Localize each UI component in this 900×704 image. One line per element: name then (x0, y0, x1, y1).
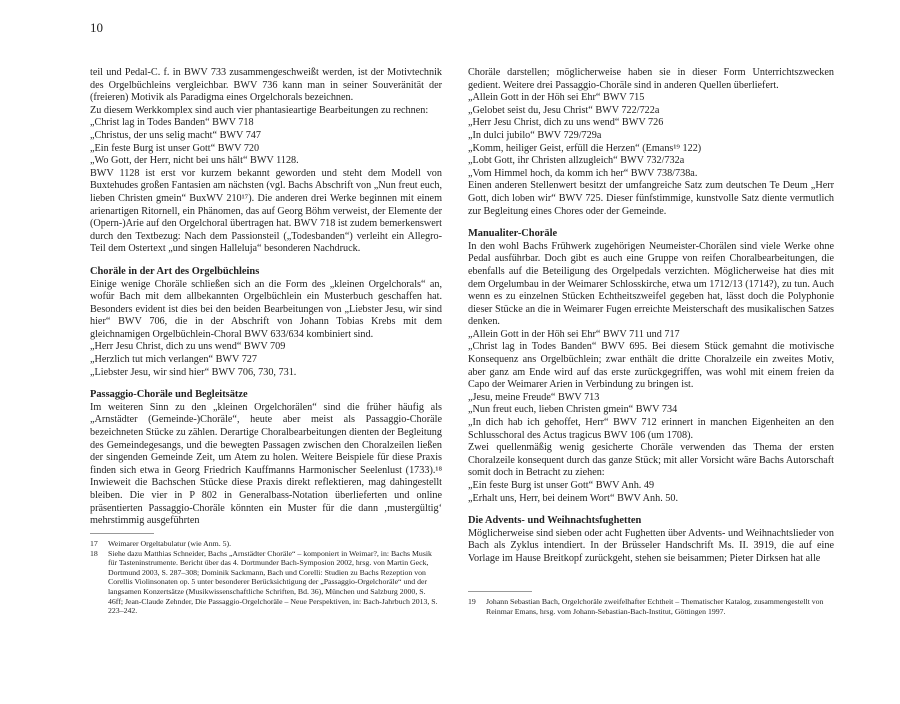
footnotes-left (90, 539, 442, 616)
footnote-number: 19 (468, 597, 476, 606)
chorale-list-item: „Ein feste Burg ist unser Gott“ BWV Anh. 49 (468, 480, 655, 491)
section-heading: Die Advents- und Weihnachtsfughetten (468, 515, 642, 527)
chorale-list-item: „Gelobet seist du, Jesu Christ“ BWV 722/722a (468, 104, 660, 116)
footnote-text: Johann Sebastian Bach, Orgelchoräle zweifelhafter Echtheit – Thematischer Katalog, zusammengestellt von Reinmar Emans, hrsg. vom Johann-Sebastian-Bach-Institut, Göttingen 1997. (486, 597, 824, 616)
chorale-list-item: „Allein Gott in der Höh sei Ehr“ BWV 715 (468, 92, 645, 104)
footnote-number: 18 (90, 548, 98, 558)
body-paragraph: Zu diesem Werkkomplex sind auch vier phantasieartige Bearbeitungen zu rechnen: (90, 104, 429, 116)
chorale-list-item: „Wo Gott, der Herr, nicht bei uns hält“ BWV 1128. (90, 155, 299, 167)
chorale-list-item: „Nun freut euch, lieben Christen gmein“ BWV 734 (468, 404, 678, 416)
chorale-list-item: „Herr Jesu Christ, dich zu uns wend“ BWV 709 (90, 341, 286, 353)
section-heading: Passaggio-Choräle und Begleitsätze (90, 389, 248, 401)
chorale-list-item: „Erhalt uns, Herr, bei deinem Wort“ BWV Anh. 50. (468, 492, 679, 504)
body-paragraph: „Christ lag in Todes Banden“ BWV 695. Bei diesem Stück gemahnt die motivische Konsequenz ans Orgelbüchlein; zwar enthält die dritte Choralzeile ein zweites Motiv, aber ganz am Ende wird auf das erste zurückgegriffen, was wohl mit einem freien da Capo der Weimarer Arien in Verbindung zu bringen ist. (468, 341, 834, 391)
chorale-list-item: „Vom Himmel hoch, da komm ich her“ BWV 738/738a. (468, 167, 698, 179)
footnotes-right (468, 597, 834, 616)
section-heading: Manualiter-Choräle (468, 228, 558, 240)
body-paragraph: „In dich hab ich gehoffet, Herr“ BWV 712 erinnert in manchen Eigenheiten an den Schlusschoral des Actus tragicus BWV 106 (um 1708). (468, 417, 834, 441)
chorale-list-item: „Christus, der uns selig macht“ BWV 747 (90, 129, 261, 141)
chorale-list-item: „In dulci jubilo“ BWV 729/729a (468, 129, 602, 141)
left-column (90, 67, 442, 528)
body-paragraph: Zwei quellenmäßig wenig gesicherte Choräle verwenden das Thema der ersten Choralzeile konsequent durch das ganze Stück; mit aller Vorsicht wäre Bachs Autorschaft somit doch in Betracht zu ziehen: (468, 442, 834, 479)
chorale-list-item: „Komm, heiliger Geist, erfüll die Herzen“ (Emans¹⁹ 122) (468, 142, 702, 154)
chorale-list-item: „Jesu, meine Freude“ BWV 713 (468, 391, 600, 403)
footnote-rule (90, 533, 154, 534)
chorale-list-item: „Herr Jesu Christ, dich zu uns wend“ BWV 726 (468, 117, 664, 129)
page-number: 10 (90, 20, 103, 35)
chorale-list-item: „Christ lag in Todes Banden“ BWV 718 (90, 117, 254, 129)
body-paragraph: teil und Pedal-C. f. in BWV 733 zusammengeschweißt werden, ist der Motivtechnik des Orgelbüchleins vergleichbar. BWV 736 kann man in seiner Souveränität der (freieren) Motivik als Paradigma eines Orgelchorals bezeichnen. (90, 67, 442, 104)
chorale-list-item: „Allein Gott in der Höh sei Ehr“ BWV 711 und 717 (468, 328, 680, 340)
body-paragraph: Möglicherweise sind sieben oder acht Fughetten über Advents- und Weihnachtslieder von Bach als Zyklus intendiert. In der Brüsseler Handschrift Ms. II. 3919, die auf eine Vorlage im Hause Breitkopf zurückgeht, stehen sie beisammen; Pieter Dirksen hat alle (468, 527, 834, 564)
chorale-list-item: „Liebster Jesu, wir sind hier“ BWV 706, 730, 731. (90, 366, 297, 378)
chorale-list-item: „Herzlich tut mich verlangen“ BWV 727 (90, 354, 257, 366)
footnote (90, 539, 442, 549)
section-heading: Choräle in der Art des Orgelbüchleins (90, 265, 260, 277)
body-paragraph: Im weiteren Sinn zu den „kleinen Orgelchorälen“ sind die früher häufig als „Arnstädter (Gemeinde-)Choräle“, heute aber meist als Passaggio-Choräle bezeichneten Stücke zu zählen. Derartige Choralbearbeitungen dienten der Begleitung des Gemeindegesangs, und die bewegten Passagen zwischen den Choralzeilen ließen der singenden Gemeinde Zeit, um Atem zu holen. Weitere Beispiele für diese Praxis finden sich etwa in Georg Friedrich Kauffmanns Harmonischer Seelenlust (1733).¹⁸ Inwieweit die Bachschen Stücke diese Praxis direkt reflektieren, mag dahingestellt bleiben. Die vier in P 802 in Generalbass-Notation überlieferten und online präsentierten Passaggio-Choräle könnten ein Muster für die dann ‚mustergültig‘ mehrstimmig ausgeführten (90, 401, 442, 527)
footnote-rule (468, 591, 532, 592)
body-paragraph: Einige wenige Choräle schließen sich an die Form des „kleinen Orgelchorals“ an, wofür Bach mit dem allbekannten Orgelbüchlein ein Musterbuch geschaffen hat. Besonders evident ist dies bei den beiden Bearbeitungen von „Liebster Jesu, wir sind hier“ BWV 706, die in der Abschrift von Johann Tobias Krebs mit dem gleichnamigen Orgelbüchlein-Choral BWV 633/634 kombiniert sind. (90, 278, 442, 340)
footnote-text: Weimarer Orgeltabulatur (wie Anm. 5). (108, 539, 232, 548)
footnote (468, 597, 834, 616)
footnote (90, 549, 442, 616)
body-paragraph: Einen anderen Stellenwert besitzt der umfangreiche Satz zum deutschen Te Deum „Herr Gott, dich loben wir“ BWV 725. Dieser fünfstimmige, kunstvolle Satz diente vermutlich zur Begleitung eines Chores oder der Gemeinde. (468, 180, 834, 217)
chorale-list-item: „Lobt Gott, ihr Christen allzugleich“ BWV 732/732a (468, 155, 685, 167)
body-paragraph: In den wohl Bachs Frühwerk zugehörigen Neumeister-Chorälen sind viele Werke ohne Pedal ausführbar. Doch gibt es auch eine Gruppe von reifen Choralbearbeitungen, die ebenfalls auf die Beteiligung des Orgelpedals verzichten. Möglicherweise hat dies mit dem Orgelumbau in der Weimarer Schlosskirche, etwa um 1712/13 (1714?), zu tun. Auch wenn es zu einzelnen Stücken Echtheitszweifel gegeben hat, lässt doch die Polyphonie dieser Stücke an die in Weimarer Fugen erreichte Meisterschaft des musikalischen Satzes denken. (468, 240, 834, 328)
body-paragraph: BWV 1128 ist erst vor kurzem bekannt geworden und steht dem Modell von Buxtehudes großen Fantasien am nächsten (vgl. Bachs Abschrift von „Nun freut euch, lieben Christen gmein“ BuxWV 210¹⁷). Die anderen drei Werke beginnen mit einem arienartigen Ritornell, ein Phänomen, das auf Georg Böhm verweist, der Elemente der (Opern-)Arie auf den Orgelchoral übertragen hat. BWV 718 ist zudem bemerkenswert durch den Textbezug: Nach dem Passionsteil („Todesbanden“) verleiht ein Allegro-Teil dem Ostertext „und singen Halleluja“ besonderen Nachdruck. (90, 167, 442, 255)
body-paragraph: Choräle darstellen; möglicherweise haben sie in dieser Form Unterrichtszwecken gedient. Weitere drei Passaggio-Choräle sind in anderen Quellen überliefert. (468, 67, 834, 91)
right-column (468, 67, 834, 566)
footnote-text: Siehe dazu Matthias Schneider, Bachs „Arnstädter Choräle“ – komponiert in Weimar?, in: Bachs Musik für Tasteninstrumente. Bericht über das 4. Dortmunder Bach-Symposion 2002, hrsg. von Martin Geck, Dortmund 2003, S. 287–308; Dominik Sackmann, Bach und Corelli: Studien zu Bachs Rezeption von Corellis Violinsonaten op. 5 unter besonderer Berücksichtigung der „Passaggio-Orgelchoräle“ und der langsamen Konzertsätze (Musikwissenschaftliche Schriften, Bd. 36), München und Salzburg 2000, S. 46ff; Jean-Claude Zehnder, Die Passaggio-Orgelchoräle – Neue Perspektiven, in: Bach-Jahrbuch 2013, S. 223–242. (108, 548, 438, 616)
footnote-number: 17 (90, 539, 98, 548)
chorale-list-item: „Ein feste Burg ist unser Gott“ BWV 720 (90, 142, 260, 154)
